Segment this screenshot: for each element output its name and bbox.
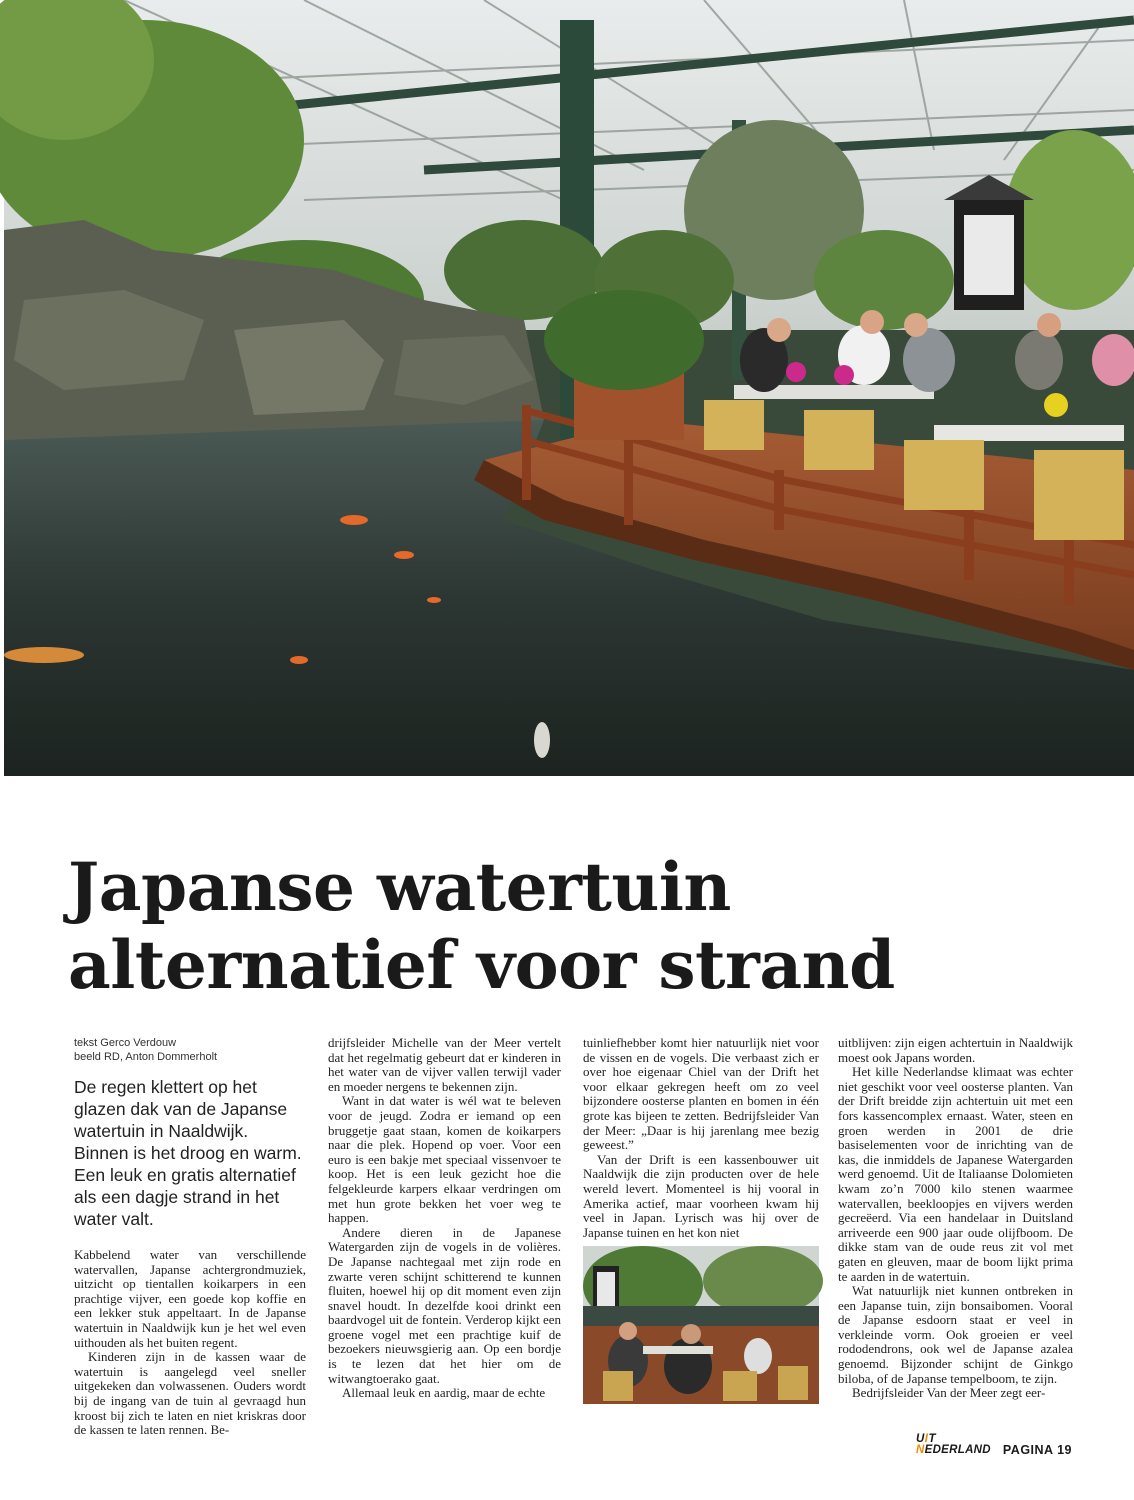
paragraph: tuinliefhebber komt hier natuurlijk niet voor de vissen en de vogels. Die verbaast zich er over hoe eigenaar Chiel van der Drift het voor elkaar gekregen heeft om zo veel bijzondere oosterse planten en bomen in één grote kas bijeen te zetten. Bedrijfsleider Van der Meer: „Daar is hij jarenlang mee bezig geweest.”	[583, 1035, 819, 1153]
article-column-4	[838, 1036, 1073, 1416]
inset-photo	[583, 1246, 819, 1404]
hero-photo	[4, 0, 1134, 776]
credit-text: tekst Gerco Verdouw	[74, 1037, 177, 1049]
paragraph: Allemaal leuk en aardig, maar de echte	[342, 1385, 546, 1401]
paragraph: drijfsleider Michelle van der Meer vertelt dat het regelmatig gebeurt dat er kinderen in het water van de vijver vallen terwijl vader en moeder nergens te bekennen zijn.	[328, 1035, 561, 1094]
article-column-2	[328, 1036, 561, 1416]
paragraph: Andere dieren in de Japanese Watergarden zijn de vogels in de volières. De Japanse nachtegaal met zijn rode en zwarte veren schijnt schitterend te kunnen fluiten, hoewel hij op dit moment even zijn snavel houdt. In dezelfde kooi drinkt een baardvogel uit de fontein. Verderop kijkt een groene vogel met een prachtige kuif de bezoekers nieuwsgierig aan. Op een bordje is te lezen dat het hier om de witwangtoerako gaat.	[328, 1224, 561, 1386]
article-column-3	[583, 1036, 819, 1416]
paragraph: Van der Drift is een kassenbouwer uit Naaldwijk die zijn producten over de hele wereld levert. Momenteel is hij vooral in Amerika actief, maar voorheen kwam hij veel in Japan. Lyrisch was hij over de Japanse tuinen en het kon niet	[583, 1151, 819, 1240]
headline-line-2: alternatief voor strand	[68, 926, 895, 1004]
paragraph: uitblijven: zijn eigen achtertuin in Naaldwijk moest ook Japans worden.	[838, 1035, 1073, 1065]
paragraph: Want in dat water is wél wat te beleven voor de jeugd. Zodra er iemand op een bruggetje gaat staan, komen de koikarpers naar die plek. Hopend op voer. Voor een euro is een bakje met speciaal vissenvoer te koop. Het is een leuk gezicht hoe die felgekleurde karpers elkaar verdringen om met hun grote bekken het voer weg te happen.	[328, 1093, 561, 1226]
paragraph: Wat natuurlijk niet kunnen ontbreken in een Japanse tuin, zijn bonsaibomen. Vooral de Japanse esdoorn staat er veel in verkleinde vorm. Ook groeien er veel rododendrons, ook wel de Japanse azalea genoemd. Bijzonder schijnt de Ginkgo biloba, of de Japanse tempelboom, te zijn.	[838, 1283, 1073, 1386]
paragraph: Het kille Nederlandse klimaat was echter niet geschikt voor veel oosterse planten. Van der Drift breidde zijn achtertuin uit met een fors kassencomplex ernaast. Water, steen en groen werden in 2001 de drie basiselementen voor de inrichting van de kas, die inmiddels de Japanese Watergarden werd genoemd. Uit de Italiaanse Dolomieten kwam zo’n 7000 kilo stenen waarmee watervallen, beekloopjes en vijvers werden gecreëerd. Via een handelaar in Duitsland arriveerde een 900 jaar oude olijfboom. De dikke stam van de oude reus zit vol met gaten en gleuven, maar de boom lijkt prima te aarden in de watertuin.	[838, 1064, 1073, 1284]
article-credits	[74, 1036, 306, 1064]
paragraph: Bedrijfsleider Van der Meer zegt eer-	[852, 1385, 1046, 1401]
page-footer	[916, 1434, 1072, 1456]
page-number: PAGINA 19	[1002, 1443, 1072, 1457]
article-column-1	[74, 1036, 306, 1438]
article-lead: De regen klettert op het glazen dak van de Japanse watertuin in Naaldwijk. Binnen is het droog en warm. Een leuk en gratis alternatief als een dagje strand in het water valt.	[74, 1077, 302, 1229]
headline-line-1: Japanse watertuin	[68, 848, 731, 926]
logo-line-uit: UIT	[915, 1433, 937, 1445]
inset-photo-illustration	[583, 1246, 819, 1404]
credit-photo: beeld RD, Anton Dommerholt	[74, 1051, 218, 1063]
hero-photo-illustration	[4, 0, 1134, 776]
logo-line-nederland: NEDERLAND	[915, 1444, 991, 1456]
uit-nederland-logo	[916, 1434, 991, 1456]
article-headline	[68, 848, 1088, 1004]
paragraph: Kabbelend water van verschillende watervallen, Japanse achtergrondmuziek, uitzicht op tientallen koikarpers in een prachtige vijver, een goede kop koffie en een lekker stuk appeltaart. In de Japanse watertuin in Naaldwijk kun je het wel even uithouden als het buiten regent.	[74, 1247, 306, 1350]
paragraph: Kinderen zijn in de kassen waar de watertuin is aangelegd veel sneller uitgekeken dan volwassenen. Ouders wordt bij de ingang van de tuin al gevraagd hun kroost bij zich te laten en niet kriskras door de kassen te laten rennen. Be-	[74, 1349, 306, 1438]
